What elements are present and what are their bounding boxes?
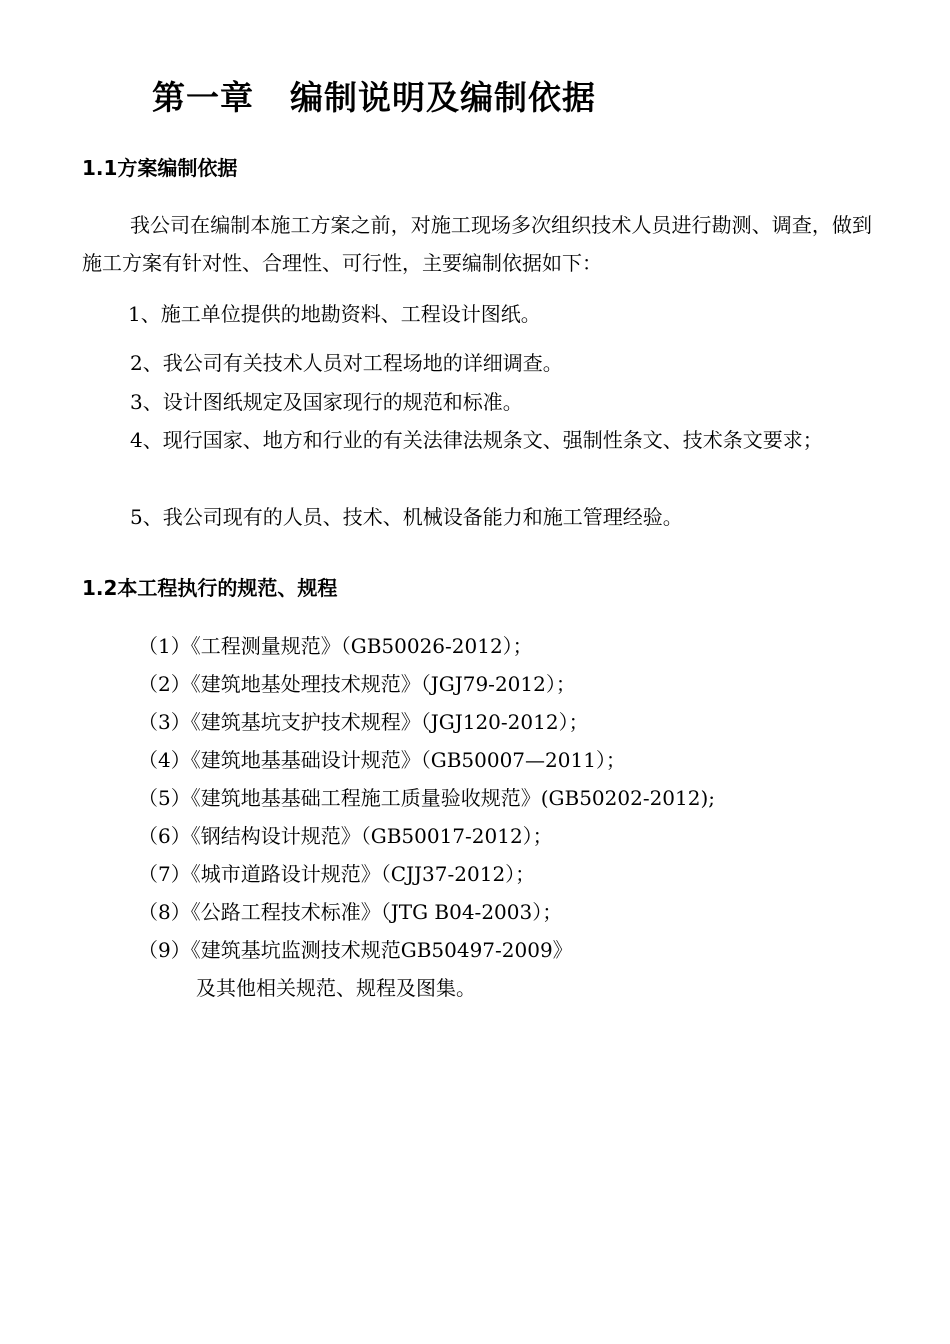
standard-item-9: （9）《建筑基坑监测技术规范GB50497-2009》 xyxy=(138,938,573,962)
standard-item-1: （1）《工程测量规范》（GB50026-2012）； xyxy=(138,634,533,658)
section-heading-1-1: 1.1方案编制依据 xyxy=(82,156,238,180)
standard-item-2: （2）《建筑地基处理技术规范》（JGJ79-2012）； xyxy=(138,672,576,696)
standard-item-7: （7）《城市道路设计规范》（CJJ37-2012）； xyxy=(138,862,536,886)
chapter-number: 第一章 xyxy=(152,78,254,117)
standards-closing-line: 及其他相关规范、规程及图集。 xyxy=(196,976,476,1000)
standard-item-8: （8）《公路工程技术标准》（JTG B04-2003）； xyxy=(138,900,563,924)
basis-item-2: 2、我公司有关技术人员对工程场地的详细调查。 xyxy=(130,351,563,375)
standard-item-4: （4）《建筑地基基础设计规范》（GB50007—2011）； xyxy=(138,748,626,772)
chapter-title xyxy=(152,74,596,122)
standard-item-5: （5）《建筑地基基础工程施工质量验收规范》(GB50202-2012); xyxy=(138,786,716,810)
standard-item-3: （3）《建筑基坑支护技术规程》（JGJ120-2012）； xyxy=(138,710,589,734)
standard-item-6: （6）《钢结构设计规范》（GB50017-2012）； xyxy=(138,824,553,848)
basis-item-3: 3、设计图纸规定及国家现行的规范和标准。 xyxy=(130,390,523,414)
basis-item-1: 1、施工单位提供的地勘资料、工程设计图纸。 xyxy=(128,302,541,326)
chapter-title-text: 编制说明及编制依据 xyxy=(290,78,596,117)
basis-item-5: 5、我公司现有的人员、技术、机械设备能力和施工管理经验。 xyxy=(130,505,683,529)
intro-paragraph: 我公司在编制本施工方案之前，对施工现场多次组织技术人员进行勘测、调查，做到施工方案有针对性、合理性、可行性，主要编制依据如下： xyxy=(82,213,872,275)
section-heading-1-2: 1.2本工程执行的规范、规程 xyxy=(82,576,338,600)
basis-item-4: 4、现行国家、地方和行业的有关法律法规条文、强制性条文、技术条文要求； xyxy=(130,428,823,452)
